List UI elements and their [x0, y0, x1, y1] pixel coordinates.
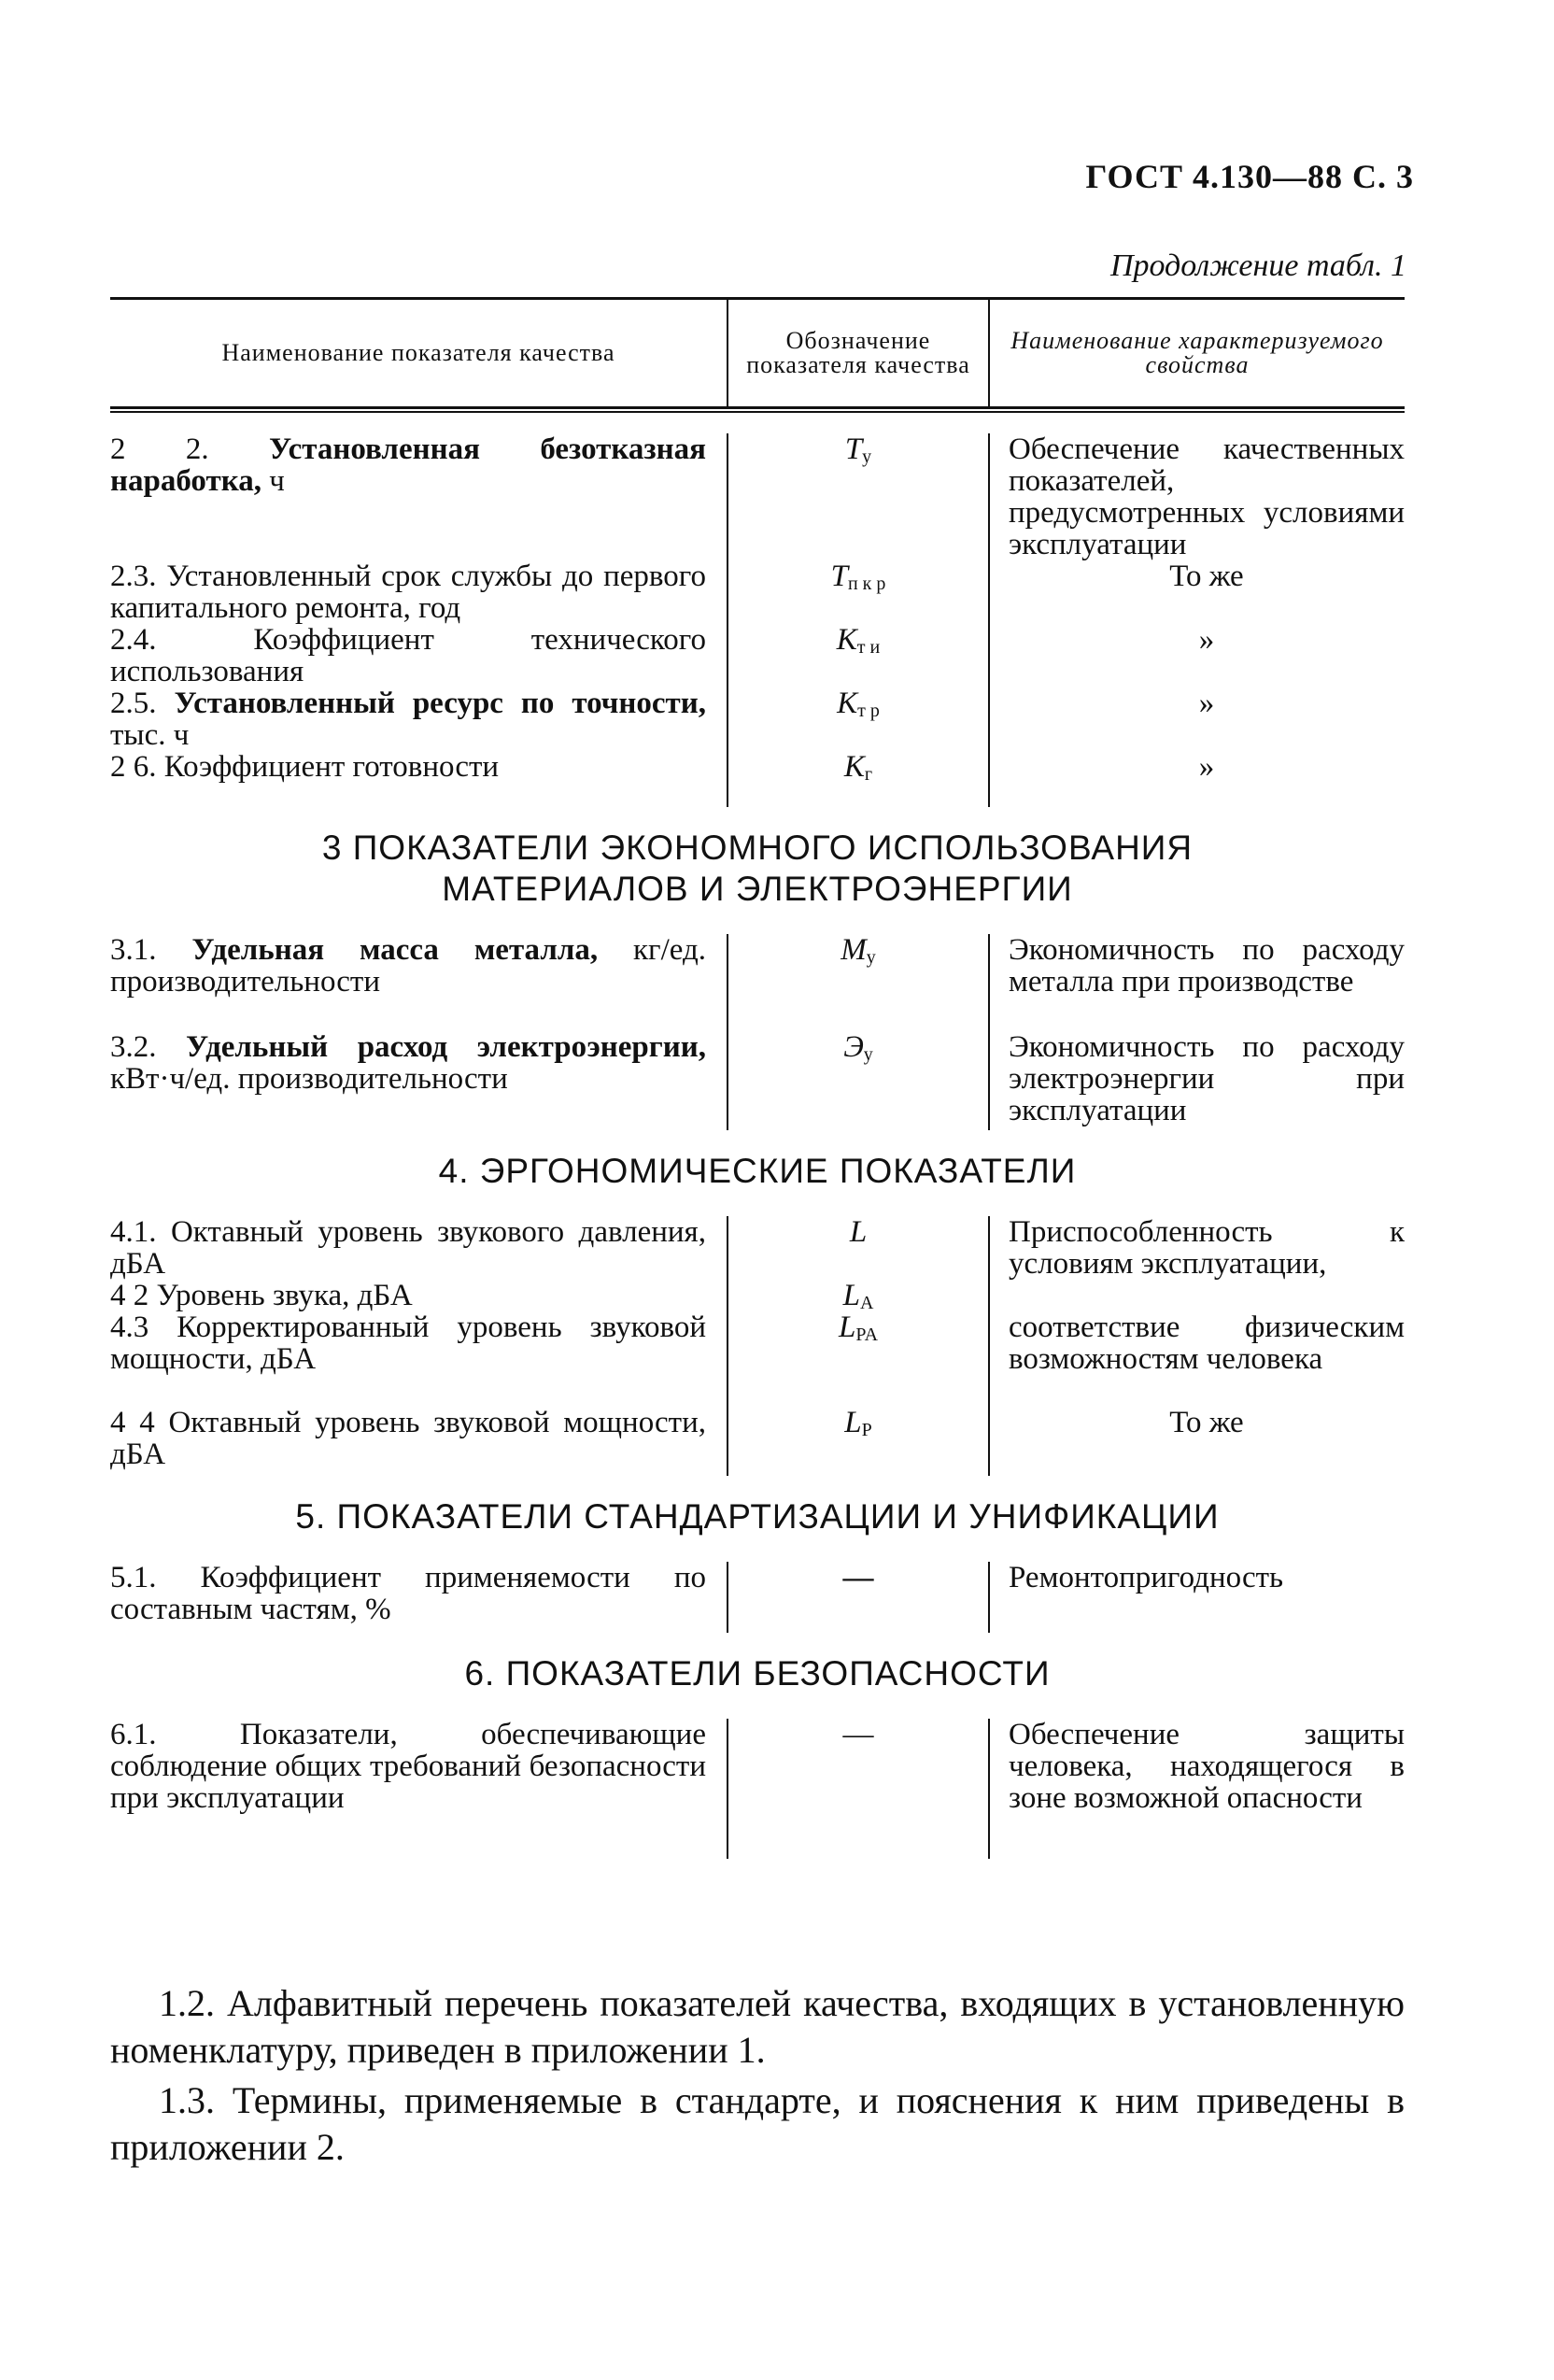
section-5-rows: [110, 1562, 1405, 1633]
row-5-1-property: Ремонтопригодность: [988, 1562, 1405, 1633]
row-4-1-symbol: L: [849, 1215, 868, 1249]
row-3-2-property: Экономичность по расходу электроэнергии при эксплуатации: [1009, 1030, 1405, 1127]
row-3-1-property: Экономичность по расходу металла при производстве: [1009, 933, 1405, 999]
row-4-4-property: То же: [1169, 1406, 1244, 1439]
row-4-3-property: соответствие физическим возможностям человека: [1009, 1310, 1405, 1376]
section-5-title: 5. ПОКАЗАТЕЛИ СТАНДАРТИЗАЦИИ И УНИФИКАЦИИ: [295, 1497, 1220, 1536]
table-continuation-label: Продолжение табл. 1: [1109, 248, 1406, 283]
row-2-4-name: 2.4. Коэффициент технического использования: [110, 623, 706, 688]
table-header-row: [110, 300, 1405, 406]
paragraph-1-2: 1.2. Алфавитный перечень показателей качества, входящих в установленную номенклатуру, приведен в приложении 1.: [110, 1982, 1405, 2071]
page-header: ГОСТ 4.130—88 С. 3: [1085, 158, 1414, 195]
quality-indicators-table: [110, 297, 1405, 1859]
header-indicator-symbol: Обозначение показателя качества: [727, 300, 988, 406]
row-2-4-symbol: $K_{т и}$: [836, 623, 881, 658]
section-3-rows: [110, 934, 1405, 1130]
row-5-1-symbol: —: [727, 1562, 988, 1633]
header-property-name: Наименование характеризуемого свойства: [988, 300, 1405, 406]
row-2-6-property: »: [1198, 750, 1215, 784]
row-2-2-symbol: $T_у$: [844, 432, 872, 467]
row-2-5-property: »: [1198, 687, 1215, 720]
row-6-1-name: 6.1. Показатели, обеспечивающие соблюдение общих требований безопасности при эксплуатации: [110, 1718, 706, 1815]
row-2-2-name: 2 2. Установленная безотказная наработка, ч: [110, 432, 707, 498]
row-4-1-property: Приспособленность к условиям эксплуатации,: [1009, 1215, 1405, 1281]
row-2-5-symbol: $K_{т р}$: [837, 687, 880, 721]
row-2-2-property: Обеспечение качественных показателей, предусмотренных условиями эксплуатации: [1009, 432, 1405, 561]
section-3-title: 3 ПОКАЗАТЕЛИ ЭКОНОМНОГО ИСПОЛЬЗОВАНИЯ МАТЕРИАЛОВ И ЭЛЕКТРОЭНЕРГИИ: [321, 829, 1194, 908]
section-2-rows: [110, 433, 1405, 807]
table-header-rule: [110, 406, 1405, 409]
row-4-2-name: 4 2 Уровень звука, дБА: [110, 1279, 413, 1312]
row-4-1-name: 4.1. Октавный уровень звукового давления, дБА: [110, 1215, 706, 1281]
row-2-3-name: 2.3. Установленный срок службы до первого капитального ремонта, год: [110, 560, 706, 625]
row-2-6-symbol: $K_г$: [843, 750, 873, 785]
row-4-2-symbol: $L_A$: [842, 1279, 874, 1313]
section-4-title: 4. ЭРГОНОМИЧЕСКИЕ ПОКАЗАТЕЛИ: [438, 1152, 1077, 1190]
row-5-1-name: 5.1. Коэффициент применяемости по составным частям, %: [110, 1561, 706, 1626]
row-2-4-property: »: [1198, 623, 1215, 657]
row-2-3-property: То же: [1169, 560, 1244, 593]
row-3-2-symbol: $Э_у$: [843, 1030, 873, 1065]
row-2-5-name: 2.5. Установленный ресурс по точности, тыс. ч: [110, 687, 706, 752]
paragraph-1-3: 1.3. Термины, применяемые в стандарте, и пояснения к ним приведены в приложении 2.: [110, 2079, 1405, 2168]
row-4-4-name: 4 4 Октавный уровень звуковой мощности, дБА: [110, 1406, 706, 1471]
section-6-title: 6. ПОКАЗАТЕЛИ БЕЗОПАСНОСТИ: [464, 1654, 1051, 1693]
row-6-1-symbol: —: [727, 1719, 988, 1859]
row-6-1-property: Обеспечение защиты человека, находящегося в зоне возможной опасности: [988, 1719, 1405, 1859]
row-4-3-name: 4.3 Корректированный уровень звуковой мощности, дБА: [110, 1310, 706, 1376]
row-3-1-symbol: $M_у$: [841, 933, 876, 968]
header-indicator-name: Наименование показателя качества: [221, 339, 615, 366]
row-4-4-symbol: $L_P$: [844, 1406, 872, 1440]
row-2-3-symbol: $T_{п к р}$: [830, 560, 886, 594]
row-2-6-name: 2 6. Коэффициент готовности: [110, 750, 500, 784]
row-4-3-symbol: $L_{PA}$: [838, 1310, 879, 1345]
section-4-rows: [110, 1216, 1405, 1476]
row-3-1-name: 3.1. Удельная масса металла, кг/ед. производительности: [110, 933, 706, 999]
section-6-rows: [110, 1719, 1405, 1859]
row-3-2-name: 3.2. Удельный расход электроэнергии, кВт·ч/ед. производительности: [110, 1030, 707, 1096]
